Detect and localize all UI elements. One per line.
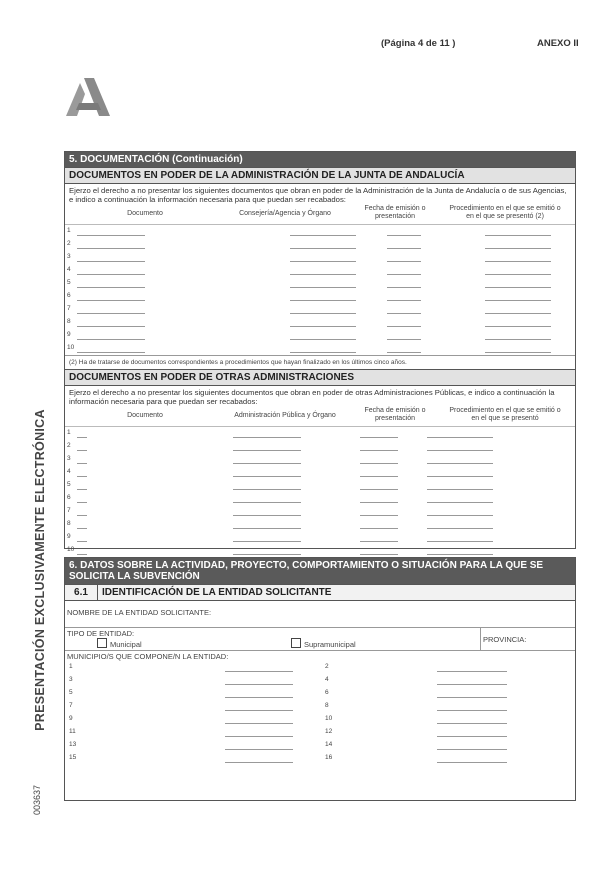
fill-line[interactable]	[77, 274, 145, 275]
document-row	[65, 225, 575, 238]
document-row	[65, 453, 575, 466]
municipio-number: 7	[69, 702, 73, 709]
fill-line[interactable]	[427, 554, 493, 555]
fill-line[interactable]	[233, 450, 301, 451]
fill-line[interactable]	[485, 274, 551, 275]
fill-line[interactable]	[387, 313, 421, 314]
municipio-number: 15	[69, 754, 77, 761]
municipio-line[interactable]	[225, 697, 293, 698]
option-municipal[interactable]	[97, 638, 142, 649]
fill-line[interactable]	[427, 515, 493, 516]
municipal-label: Municipal	[110, 640, 142, 649]
municipio-line[interactable]	[437, 749, 507, 750]
col-fecha: Fecha de emisión o presentación	[364, 407, 426, 422]
row-number: 8	[67, 520, 71, 527]
municipio-number: 1	[69, 663, 73, 670]
municipio-number: 8	[325, 702, 329, 709]
fill-line[interactable]	[427, 463, 493, 464]
provincia-field[interactable]	[481, 628, 575, 650]
row-number: 10	[67, 344, 75, 351]
fill-line[interactable]	[77, 528, 87, 529]
fill-line[interactable]	[77, 437, 87, 438]
document-row	[65, 264, 575, 277]
nombre-entidad-field[interactable]	[65, 601, 575, 628]
sub2-intro: Ejerzo el derecho a no presentar los siguientes documentos que obran en poder de otras Administraciones Públicas, e indico a continuación la información necesaria para que puedan ser recabados:	[69, 388, 555, 406]
municipio-number: 5	[69, 689, 73, 696]
option-supramunicipal[interactable]	[291, 638, 356, 649]
row-number: 7	[67, 507, 71, 514]
municipio-row	[67, 726, 573, 739]
fill-line[interactable]	[427, 528, 493, 529]
fill-line[interactable]	[485, 326, 551, 327]
fill-line[interactable]	[77, 502, 87, 503]
fill-line[interactable]	[77, 235, 145, 236]
row-number: 9	[67, 331, 71, 338]
document-row	[65, 238, 575, 251]
fill-line[interactable]	[77, 541, 87, 542]
municipio-number: 9	[69, 715, 73, 722]
municipio-line[interactable]	[225, 736, 293, 737]
fill-line[interactable]	[77, 248, 145, 249]
municipio-line[interactable]	[225, 684, 293, 685]
fill-line[interactable]	[290, 339, 356, 340]
fill-line[interactable]	[485, 313, 551, 314]
fill-line[interactable]	[290, 326, 356, 327]
municipio-line[interactable]	[437, 710, 507, 711]
fill-line[interactable]	[485, 235, 551, 236]
document-row	[65, 277, 575, 290]
fill-line[interactable]	[360, 554, 398, 555]
document-row	[65, 544, 575, 557]
subsection-number: 6.1	[65, 585, 98, 600]
fill-line[interactable]	[77, 261, 145, 262]
row-number: 7	[67, 305, 71, 312]
fill-line[interactable]	[290, 313, 356, 314]
fill-line[interactable]	[233, 437, 301, 438]
fill-line[interactable]	[77, 339, 145, 340]
municipio-line[interactable]	[225, 723, 293, 724]
row-number: 6	[67, 494, 71, 501]
fill-line[interactable]	[485, 300, 551, 301]
fill-line[interactable]	[290, 261, 356, 262]
document-row	[65, 479, 575, 492]
municipio-row	[67, 713, 573, 726]
section-5-title: 5. DOCUMENTACIÓN (Continuación)	[65, 152, 575, 167]
row-number: 5	[67, 481, 71, 488]
sub1-intro: Ejerzo el derecho a no presentar los siguientes documentos que obran en poder de la Administración de la Junta de Andalucía o de sus Agencias, e indico a continuación la información necesaria para que puedan ser recabados:	[69, 186, 567, 204]
municipio-line[interactable]	[225, 762, 293, 763]
row-number: 1	[67, 429, 71, 436]
fill-line[interactable]	[77, 326, 145, 327]
fill-line[interactable]	[427, 437, 493, 438]
fill-line[interactable]	[77, 450, 87, 451]
document-row	[65, 492, 575, 505]
municipio-number: 14	[325, 741, 333, 748]
col-organo: Consejería/Agencia y Órgano	[239, 210, 331, 217]
municipio-line[interactable]	[225, 710, 293, 711]
fill-line[interactable]	[360, 502, 398, 503]
document-row	[65, 466, 575, 479]
fill-line[interactable]	[387, 300, 421, 301]
document-row	[65, 531, 575, 544]
fill-line[interactable]	[233, 541, 301, 542]
col-documento: Documento	[127, 210, 163, 217]
sub1-rows	[65, 225, 575, 355]
vertical-notice: PRESENTACIÓN EXCLUSIVAMENTE ELECTRÓNICA	[33, 409, 47, 731]
fill-line[interactable]	[360, 489, 398, 490]
row-number: 10	[67, 546, 75, 553]
fill-line[interactable]	[77, 352, 145, 353]
fill-line[interactable]	[427, 450, 493, 451]
municipio-row	[67, 700, 573, 713]
sub1-column-headers	[65, 204, 575, 225]
fill-line[interactable]	[290, 235, 356, 236]
document-row	[65, 505, 575, 518]
municipios-rows	[67, 661, 573, 765]
fill-line[interactable]	[427, 502, 493, 503]
fill-line[interactable]	[427, 489, 493, 490]
fill-line[interactable]	[77, 515, 87, 516]
fill-line[interactable]	[233, 476, 301, 477]
row-number: 8	[67, 318, 71, 325]
municipio-line[interactable]	[225, 671, 293, 672]
col-organo: Administración Pública y Órgano	[234, 412, 336, 419]
fill-line[interactable]	[387, 352, 421, 353]
document-row	[65, 427, 575, 440]
document-row	[65, 303, 575, 316]
fill-line[interactable]	[387, 261, 421, 262]
document-row	[65, 342, 575, 355]
fill-line[interactable]	[387, 326, 421, 327]
document-row	[65, 251, 575, 264]
municipio-row	[67, 661, 573, 674]
fill-line[interactable]	[387, 248, 421, 249]
fill-line[interactable]	[387, 339, 421, 340]
row-number: 2	[67, 240, 71, 247]
fill-line[interactable]	[77, 300, 145, 301]
nombre-entidad-label: NOMBRE DE LA ENTIDAD SOLICITANTE:	[67, 608, 212, 617]
municipio-line[interactable]	[437, 723, 507, 724]
row-number: 2	[67, 442, 71, 449]
fill-line[interactable]	[77, 463, 87, 464]
fill-line[interactable]	[233, 554, 301, 555]
document-row	[65, 316, 575, 329]
municipal-checkbox[interactable]	[97, 638, 107, 648]
municipio-line[interactable]	[437, 736, 507, 737]
fill-line[interactable]	[233, 463, 301, 464]
fill-line[interactable]	[360, 476, 398, 477]
document-row	[65, 290, 575, 303]
col-procedimiento: Procedimiento en el que se emitió o en el que se presentó	[449, 407, 561, 422]
municipio-row	[67, 739, 573, 752]
municipio-line[interactable]	[437, 762, 507, 763]
fill-line[interactable]	[485, 261, 551, 262]
row-number: 3	[67, 253, 71, 260]
municipio-number: 13	[69, 741, 77, 748]
fill-line[interactable]	[77, 313, 145, 314]
fill-line[interactable]	[233, 528, 301, 529]
fill-line[interactable]	[485, 352, 551, 353]
fill-line[interactable]	[360, 437, 398, 438]
municipio-number: 2	[325, 663, 329, 670]
fill-line[interactable]	[427, 476, 493, 477]
subsection-6-1	[65, 584, 575, 601]
fill-line[interactable]	[233, 502, 301, 503]
fill-line[interactable]	[233, 489, 301, 490]
municipio-number: 16	[325, 754, 333, 761]
supramunicipal-checkbox[interactable]	[291, 638, 301, 648]
fill-line[interactable]	[290, 352, 356, 353]
row-number: 5	[67, 279, 71, 286]
fill-line[interactable]	[290, 287, 356, 288]
annex-label: ANEXO II	[537, 38, 579, 49]
fill-line[interactable]	[485, 339, 551, 340]
supramunicipal-label: Supramunicipal	[304, 640, 356, 649]
row-number: 9	[67, 533, 71, 540]
fill-line[interactable]	[360, 541, 398, 542]
municipios-label: MUNICIPIO/S QUE COMPONE/N LA ENTIDAD:	[67, 652, 229, 661]
municipio-number: 11	[69, 728, 76, 735]
municipio-number: 12	[325, 728, 333, 735]
form-code: 003637	[32, 784, 42, 816]
fill-line[interactable]	[360, 515, 398, 516]
sub1-footnote: (2) Ha de tratarse de documentos correspondientes a procedimientos que hayan finalizado en los últimos cinco años.	[65, 355, 575, 370]
municipio-number: 3	[69, 676, 73, 683]
fill-line[interactable]	[485, 248, 551, 249]
municipio-row	[67, 687, 573, 700]
municipio-line[interactable]	[437, 697, 507, 698]
section-6-title: 6. DATOS SOBRE LA ACTIVIDAD, PROYECTO, COMPORTAMIENTO O SITUACIÓN PARA LA QUE SE SOLICITA LA SUBVENCIÓN	[65, 558, 575, 584]
municipio-number: 4	[325, 676, 329, 683]
row-number: 4	[67, 468, 71, 475]
section-5	[64, 151, 576, 553]
fill-line[interactable]	[360, 528, 398, 529]
fill-line[interactable]	[387, 274, 421, 275]
col-fecha: Fecha de emisión o presentación	[364, 205, 426, 220]
fill-line[interactable]	[77, 554, 87, 555]
section-6	[64, 557, 576, 801]
fill-line[interactable]	[360, 450, 398, 451]
fill-line[interactable]	[233, 515, 301, 516]
tipo-entidad-field	[65, 628, 481, 650]
fill-line[interactable]	[290, 274, 356, 275]
fill-line[interactable]	[77, 489, 87, 490]
sub2-title: DOCUMENTOS EN PODER DE OTRAS ADMINISTRACIONES	[65, 370, 575, 386]
municipio-number: 6	[325, 689, 329, 696]
row-number: 1	[67, 227, 71, 234]
municipio-line[interactable]	[225, 749, 293, 750]
sub2-rows	[65, 427, 575, 557]
municipio-number: 10	[325, 715, 333, 722]
col-procedimiento: Procedimiento en el que se emitió o en el que se presentó (2)	[449, 205, 561, 220]
junta-andalucia-logo-icon	[66, 78, 110, 116]
tipo-entidad-label: TIPO DE ENTIDAD:	[67, 629, 135, 638]
fill-line[interactable]	[77, 287, 145, 288]
subsection-title: IDENTIFICACIÓN DE LA ENTIDAD SOLICITANTE	[102, 587, 332, 598]
fill-line[interactable]	[290, 300, 356, 301]
fill-line[interactable]	[387, 235, 421, 236]
fill-line[interactable]	[427, 541, 493, 542]
municipio-row	[67, 674, 573, 687]
row-number: 6	[67, 292, 71, 299]
municipio-line[interactable]	[437, 671, 507, 672]
col-documento: Documento	[127, 412, 163, 419]
fill-line[interactable]	[290, 248, 356, 249]
fill-line[interactable]	[77, 476, 87, 477]
row-number: 3	[67, 455, 71, 462]
fill-line[interactable]	[387, 287, 421, 288]
document-row	[65, 329, 575, 342]
document-row	[65, 440, 575, 453]
provincia-label: PROVINCIA:	[483, 635, 527, 644]
sub2-column-headers	[65, 406, 575, 427]
municipio-line[interactable]	[437, 684, 507, 685]
fill-line[interactable]	[360, 463, 398, 464]
document-row	[65, 518, 575, 531]
fill-line[interactable]	[485, 287, 551, 288]
sub1-title: DOCUMENTOS EN PODER DE LA ADMINISTRACIÓN DE LA JUNTA DE ANDALUCÍA	[65, 167, 575, 184]
page-indicator: (Página 4 de 11 )	[381, 38, 456, 49]
municipio-row	[67, 752, 573, 765]
row-number: 4	[67, 266, 71, 273]
municipios-block	[65, 651, 575, 766]
